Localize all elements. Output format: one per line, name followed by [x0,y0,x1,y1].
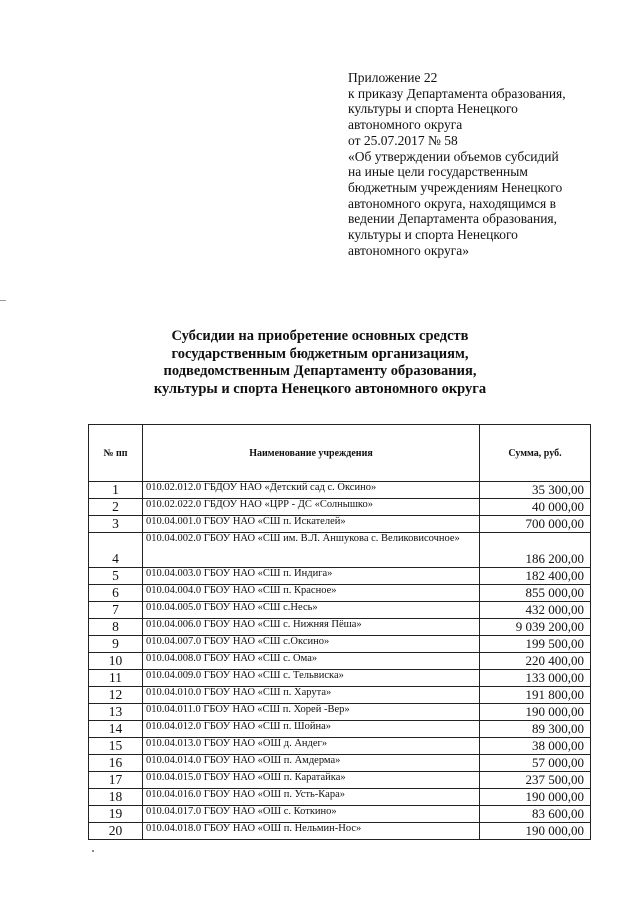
institution-name: 010.04.007.0 ГБОУ НАО «СШ с.Оксино» [143,636,480,653]
row-number: 19 [89,806,143,823]
subsidy-amount: 182 400,00 [480,568,591,585]
row-number: 15 [89,738,143,755]
appendix-line: от 25.07.2017 № 58 [348,132,458,148]
table-row [89,806,591,823]
table-row [89,789,591,806]
appendix-block [348,70,618,258]
appendix-line: Приложение 22 [348,70,438,85]
subsidy-amount: 186 200,00 [480,533,591,568]
row-number: 1 [89,482,143,499]
subsidy-amount: 40 000,00 [480,499,591,516]
institution-name: 010.02.012.0 ГБДОУ НАО «Детский сад с. Оксино» [143,482,480,499]
subsidy-amount: 432 000,00 [480,602,591,619]
table-row [89,585,591,602]
table-row [89,823,591,840]
institution-name: 010.04.009.0 ГБОУ НАО «СШ с. Тельвиска» [143,670,480,687]
table-row [89,482,591,499]
subsidy-amount: 237 500,00 [480,772,591,789]
subsidy-table [88,424,591,840]
table-row [89,602,591,619]
table-row [89,772,591,789]
institution-name: 010.04.012.0 ГБОУ НАО «СШ п. Шойна» [143,721,480,738]
title-line: культуры и спорта Ненецкого автономного округа [153,380,487,397]
table-row [89,738,591,755]
subsidy-amount: 191 800,00 [480,687,591,704]
table-row [89,653,591,670]
appendix-line: культуры и спорта Ненецкого [348,227,518,243]
institution-name: 010.02.022.0 ГБДОУ НАО «ЦРР - ДС «Солнышко» [143,499,480,516]
institution-name: 010.04.011.0 ГБОУ НАО «СШ п. Хорей -Вер» [143,704,480,721]
institution-name: 010.04.013.0 ГБОУ НАО «ОШ д. Андег» [143,738,480,755]
row-number: 5 [89,568,143,585]
scan-edge-mark [0,300,6,301]
subsidy-amount: 190 000,00 [480,789,591,806]
table-header-row [89,425,591,482]
table-row [89,516,591,533]
table-row [89,755,591,772]
institution-name: 010.04.004.0 ГБОУ НАО «СШ п. Красное» [143,585,480,602]
header-institution: Наименование учреждения [143,425,480,482]
institution-name: 010.04.005.0 ГБОУ НАО «СШ с.Несь» [143,602,480,619]
subsidy-amount: 700 000,00 [480,516,591,533]
table-row [89,619,591,636]
table-row [89,687,591,704]
subsidy-amount: 89 300,00 [480,721,591,738]
row-number: 20 [89,823,143,840]
row-number: 4 [89,533,143,568]
appendix-line: автономного округа, находящимся в [348,195,556,211]
appendix-line: «Об утверждении объемов субсидий [348,148,559,164]
row-number: 10 [89,653,143,670]
institution-name: 010.04.016.0 ГБОУ НАО «ОШ п. Усть-Кара» [143,789,480,806]
row-number: 16 [89,755,143,772]
header-number: № пп [89,425,143,482]
table-row [89,670,591,687]
institution-name: 010.04.015.0 ГБОУ НАО «ОШ п. Каратайка» [143,772,480,789]
table-row [89,568,591,585]
subsidy-amount: 38 000,00 [480,738,591,755]
table-row [89,533,591,568]
header-amount: Сумма, руб. [480,425,591,482]
subsidy-amount: 190 000,00 [480,823,591,840]
institution-name: 010.04.002.0 ГБОУ НАО «СШ им. В.Л. Аншукова с. Великовисочное» [143,533,480,568]
institution-name: 010.04.018.0 ГБОУ НАО «ОШ п. Нельмин-Нос» [143,823,480,840]
institution-name: 010.04.017.0 ГБОУ НАО «ОШ с. Коткино» [143,806,480,823]
row-number: 3 [89,516,143,533]
subsidy-amount: 57 000,00 [480,755,591,772]
subsidy-amount: 35 300,00 [480,482,591,499]
row-number: 14 [89,721,143,738]
row-number: 6 [89,585,143,602]
institution-name: 010.04.006.0 ГБОУ НАО «СШ с. Нижняя Пёша» [143,619,480,636]
title-line: Субсидии на приобретение основных средств [171,328,469,344]
subsidy-amount: 9 039 200,00 [480,619,591,636]
subsidy-amount: 220 400,00 [480,653,591,670]
row-number: 11 [89,670,143,687]
appendix-line: ведении Департамента образования, [348,211,558,227]
appendix-line: культуры и спорта Ненецкого [348,101,518,117]
table-row [89,499,591,516]
appendix-line: бюджетным учреждениям Ненецкого [348,179,563,195]
row-number: 8 [89,619,143,636]
subsidy-amount: 199 500,00 [480,636,591,653]
title-line: государственным бюджетным организациям, [171,345,469,362]
appendix-line: автономного округа [348,117,463,133]
institution-name: 010.04.014.0 ГБОУ НАО «ОШ п. Амдерма» [143,755,480,772]
appendix-line: к приказу Департамента образования, [348,85,566,101]
table-row [89,636,591,653]
scan-speck [92,850,94,852]
row-number: 2 [89,499,143,516]
row-number: 18 [89,789,143,806]
subsidy-amount: 133 000,00 [480,670,591,687]
institution-name: 010.04.008.0 ГБОУ НАО «СШ с. Ома» [143,653,480,670]
table-row [89,721,591,738]
subsidy-amount: 855 000,00 [480,585,591,602]
row-number: 12 [89,687,143,704]
appendix-line: автономного округа» [348,242,469,258]
subsidy-amount: 190 000,00 [480,704,591,721]
institution-name: 010.04.001.0 ГБОУ НАО «СШ п. Искателей» [143,516,480,533]
table-row [89,704,591,721]
row-number: 9 [89,636,143,653]
title-line: подведомственным Департаменту образования, [163,363,477,379]
document-title [60,328,580,398]
subsidy-amount: 83 600,00 [480,806,591,823]
institution-name: 010.04.010.0 ГБОУ НАО «СШ п. Харута» [143,687,480,704]
institution-name: 010.04.003.0 ГБОУ НАО «СШ п. Индига» [143,568,480,585]
row-number: 17 [89,772,143,789]
appendix-line: на иные цели государственным [348,164,528,180]
row-number: 13 [89,704,143,721]
row-number: 7 [89,602,143,619]
